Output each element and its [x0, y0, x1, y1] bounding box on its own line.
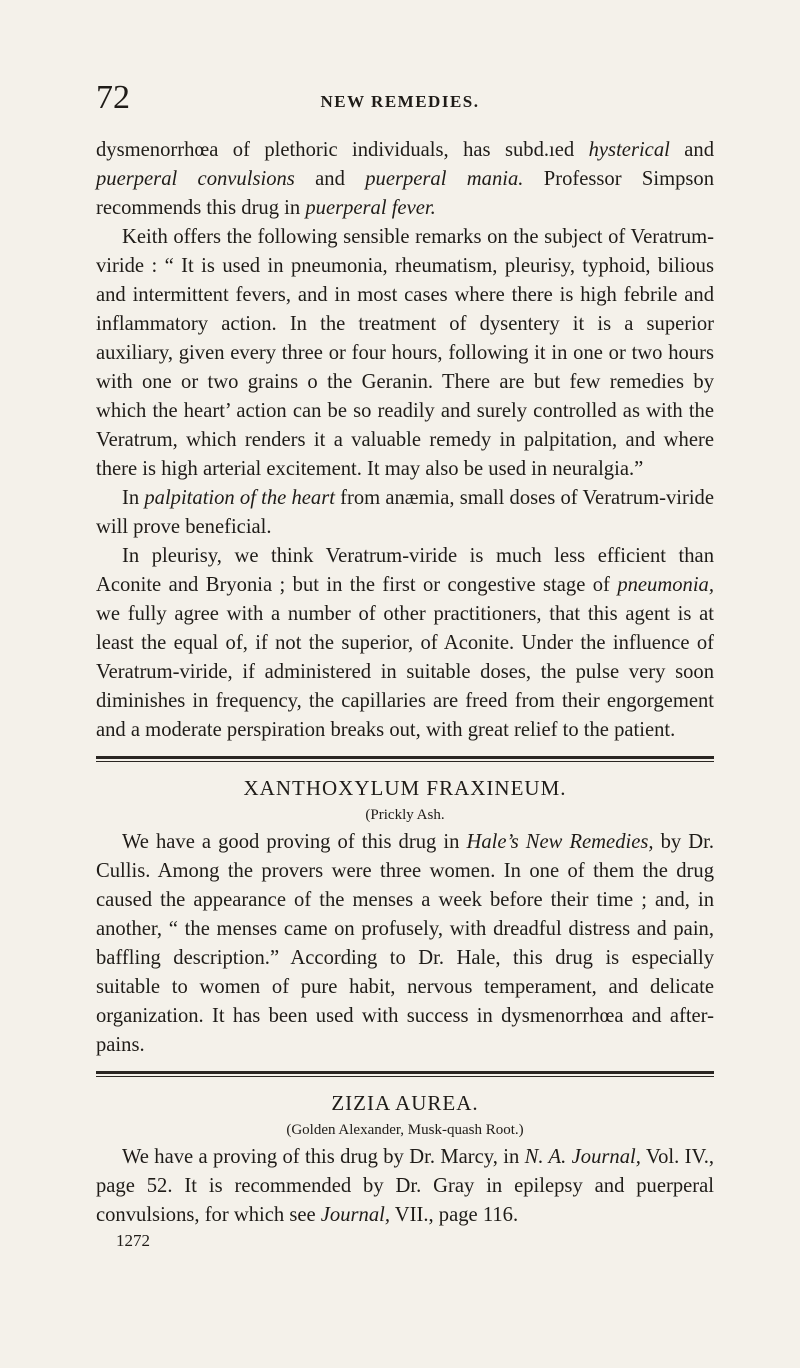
text-run: We have a good proving of this drug in [122, 831, 467, 853]
italic-run: Journal, [320, 1204, 390, 1226]
section-divider [96, 1071, 714, 1077]
paragraph-4 [96, 542, 714, 745]
italic-run: pneumonia, [617, 574, 714, 596]
text-run: We have a proving of this drug by Dr. Marcy, in [122, 1146, 525, 1168]
text-run: we fully agree with a number of other practitioners, that this agent is at least the equal of, if not the superior, of Aconite. Under the influence of Veratrum-viride, if administered in suitable doses, the pulse very soon diminishes in frequency, the capillaries are freed from their engorgement and a moderate perspiration breaks out, with great relief to the patient. [96, 603, 714, 741]
italic-run: hysterical [588, 139, 670, 161]
text-run: In [122, 487, 145, 509]
paragraph-3 [96, 484, 714, 542]
text-run: from anæmia, small doses of Veratrum-viride will prove beneficial. [96, 487, 714, 538]
text-run: Vol. IV., page 52. It is recommended by Dr. Gray in epilepsy and puerperal convulsions, for which see [96, 1146, 715, 1226]
text-run: dysmenorrhœa of plethoric individuals, has subd.ıed [96, 139, 589, 161]
text-run: VII., page 116. [390, 1204, 519, 1226]
page-body [96, 136, 714, 1252]
section-title-xanthoxylum: XANTHOXYLUM FRAXINEUM. [243, 776, 567, 800]
text-run: Professor Simpson recommends this drug in [96, 168, 715, 219]
text-run: by Dr. Cullis. Among the provers were three women. In one of them the drug caused the appearance of the menses a week before their time ; and, in another, “ the menses came on profusely, with dreadful distress and pain, baffling description.” According to Dr. Hale, this drug is especially suitable to women of pure habit, nervous temperament, and delicate organization. It has been used with success in dysmenorrhœa and after-pains. [96, 831, 714, 1056]
italic-run: N. A. Journal, [524, 1146, 641, 1168]
text-run: and [294, 168, 366, 190]
section-subtitle-zizia: (Golden Alexander, Musk-quash Root.) [286, 1122, 524, 1138]
paragraph-xanthoxylum [96, 828, 714, 1060]
paragraph-zizia [96, 1143, 714, 1230]
italic-run: Hale’s New Remedies, [466, 831, 654, 853]
section-subtitle-xanthoxylum: (Prickly Ash. [365, 807, 445, 823]
italic-run: palpitation of the heart [144, 487, 335, 509]
section-divider [96, 756, 714, 762]
page-number: 72 [96, 79, 130, 116]
italic-run: puerperal fever. [305, 197, 436, 219]
page-header [96, 78, 704, 118]
running-head: NEW REMEDIES. [320, 92, 480, 111]
paragraph-2: Keith offers the following sensible remarks on the subject of Veratrum-viride : “ It is used in pneumonia, rheumatism, pleurisy, typhoid, bilious and intermittent fevers, and in most cases where there is high febrile and inflammatory action. In the treatment of dysentery it is a superior auxiliary, given every three or four hours, following it in one or two hours with one or two grains o the Geranin. There are but few remedies by which the heart’ action can be so readily and surely controlled as with the Veratrum, which renders it a valuable remedy in palpitation, and where there is high arterial excitement. It may also be used in neuralgia.” [96, 226, 714, 480]
italic-run: puerperal mania. [365, 168, 524, 190]
paragraph-1 [96, 136, 714, 223]
signature-mark: 1272 [116, 1231, 150, 1250]
italic-run: puerperal convulsions [96, 168, 295, 190]
text-run: In pleurisy, we think Veratrum-viride is much less efficient than Aconite and Bryonia ; but in the first or congestive stage of [96, 545, 714, 596]
section-title-zizia: ZIZIA AUREA. [331, 1091, 479, 1115]
text-run: and [669, 139, 715, 161]
